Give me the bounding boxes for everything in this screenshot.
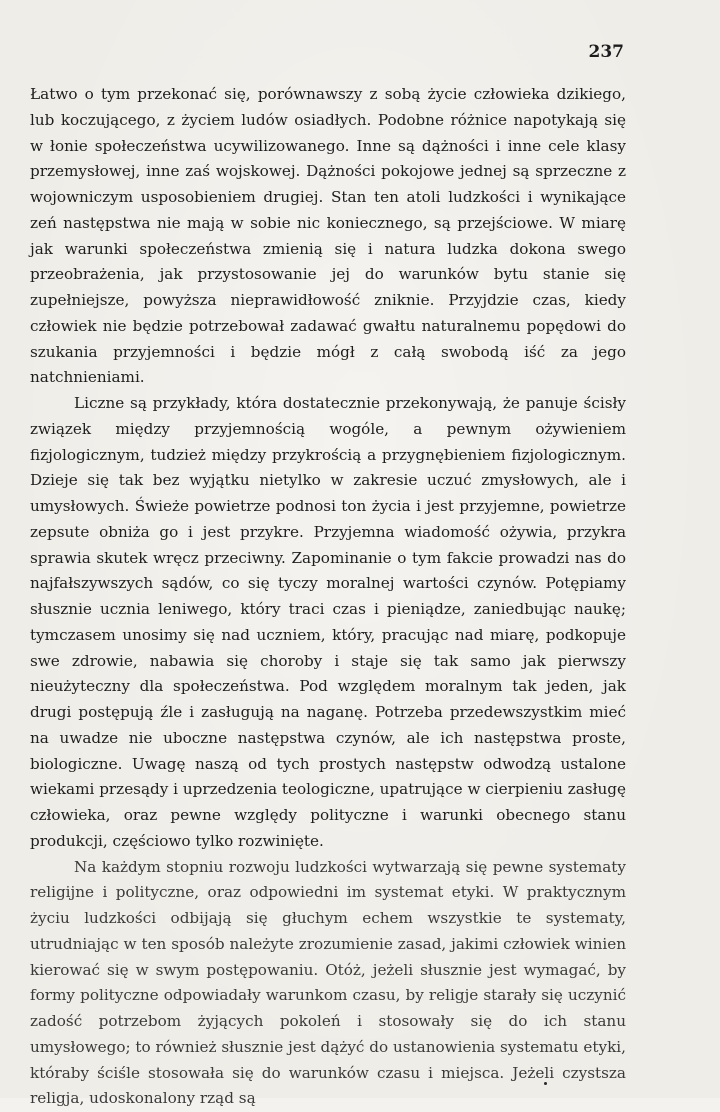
- print-speck: [544, 1082, 547, 1085]
- paragraph-3: Na każdym stopniu rozwoju ludzkości wytwarzają się pewne systematy religijne i polityczne, oraz odpowiedni im systemat etyki. W praktycznym życiu ludzkości odbijają się głuchym echem wszystkie te systematy, utrudniając w ten sposób należyte zrozumienie zasad, jakimi człowiek winien kierować się w swym postępowaniu. Otóż, jeżeli słusznie jest wymagać, by formy polityczne odpowiadały warunkom czasu, by religje starały się uczynić zadość potrzebom żyjących pokoleń i stosowały się do ich stanu umysłowego; to również słusznie jest dążyć do ustanowienia systematu etyki, któraby ściśle stosowała się do warunków czasu i miejsca. Jeżeli czystsza religja, udoskonalony rząd są: [30, 855, 626, 1112]
- body-text: [30, 82, 626, 1112]
- paragraph-2: Liczne są przykłady, która dostatecznie przekonywają, że panuje ścisły związek między przyjemnością wogóle, a pewnym ożywieniem fizjologicznym, tudzież między przykrością a przygnębieniem fizjologicznym. Dzieje się tak bez wyjątku nietylko w zakresie uczuć zmysłowych, ale i umysłowych. Świeże powietrze podnosi ton życia i jest przyjemne, powietrze zepsute obniża go i jest przykre. Przyjemna wiadomość ożywia, przykra sprawia skutek wręcz przeciwny. Zapominanie o tym fakcie prowadzi nas do najfałszywszych sądów, co się tyczy moralnej wartości czynów. Potępiamy słusznie ucznia leniwego, który traci czas i pieniądze, zaniedbując naukę; tymczasem unosimy się nad uczniem, który, pracując nad miarę, podkopuje swe zdrowie, nabawia się choroby i staje się tak samo jak pierwszy nieużyteczny dla społeczeństwa. Pod względem moralnym tak jeden, jak drugi postępują źle i zasługują na naganę. Potrzeba przedewszystkim mieć na uwadze nie uboczne następstwa czynów, ale ich następstwa proste, biologiczne. Uwagę naszą od tych prostych następstw odwodzą ustalone wiekami przesądy i uprzedzenia teologiczne, upatrujące w cierpieniu zasługę człowieka, oraz pewne względy polityczne i warunki obecnego stanu produkcji, częściowo tylko rozwinięte.: [30, 391, 626, 855]
- paragraph-1: Łatwo o tym przekonać się, porównawszy z sobą życie człowieka dzikiego, lub koczującego, z życiem ludów osiadłych. Podobne różnice napotykają się w łonie społeczeństwa ucywilizowanego. Inne są dążności i inne cele klasy przemysłowej, inne zaś wojskowej. Dążności pokojowe jednej są sprzeczne z wojowniczym usposobieniem drugiej. Stan ten atoli ludzkości i wynikające zeń następstwa nie mają w sobie nic koniecznego, są przejściowe. W miarę jak warunki społeczeństwa zmienią się i natura ludzka dokona swego przeobrażenia, jak przystosowanie jej do warunków bytu stanie się zupełniejsze, powyższa nieprawidłowość zniknie. Przyjdzie czas, kiedy człowiek nie będzie potrzebował zadawać gwałtu naturalnemu popędowi do szukania przyjemności i będzie mógł z całą swobodą iść za jego natchnieniami.: [30, 82, 626, 391]
- page-number: 237: [589, 42, 625, 62]
